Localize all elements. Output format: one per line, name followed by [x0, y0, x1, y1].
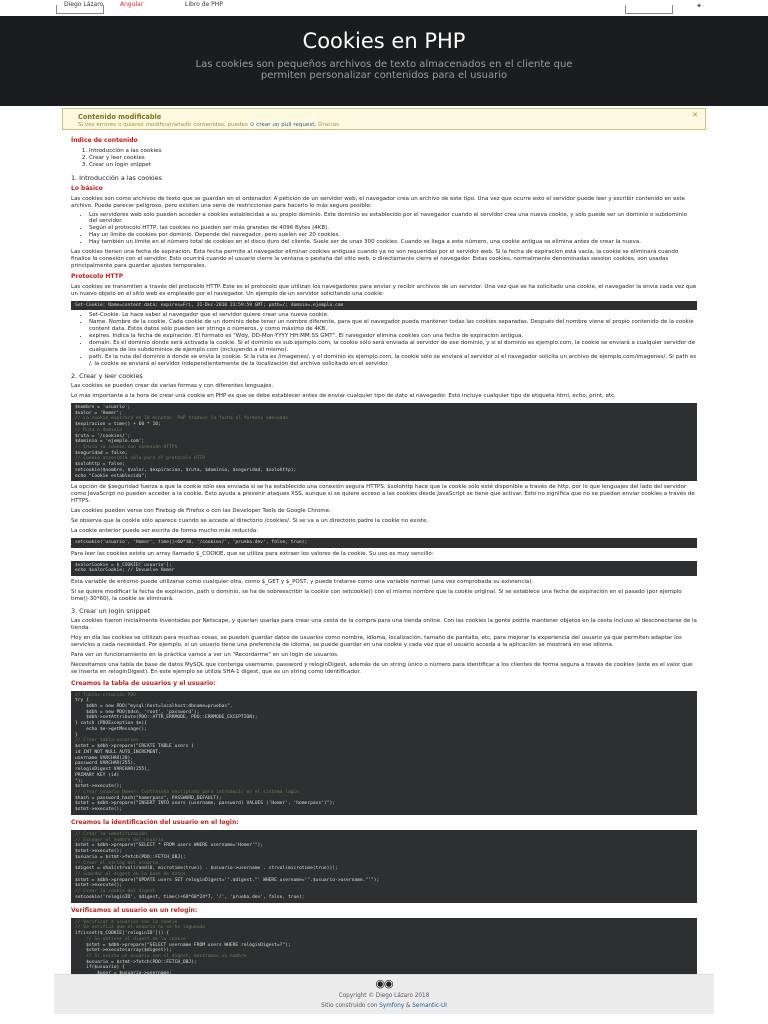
code-line: // Envía la cookie con conexión HTTPS — [75, 445, 178, 450]
nav-button-frame — [56, 5, 104, 14]
code-line: PRIMARY KEY (id) — [75, 772, 120, 778]
list-item: • Set-Cookie. Le hace saber al navegador que el servidor quiere crear una nueva cookie. — [89, 312, 697, 319]
code-line: $stmt->execute(); — [75, 784, 123, 790]
code-line: $valorCookie = $_COOKIE['usuario']; — [75, 562, 172, 568]
code-block — [71, 403, 697, 482]
code-line: // Se verifica que el usuario no se ha logueado — [75, 925, 205, 931]
footer-copyright: Copyright © Diego Lázaro 2018 — [338, 993, 430, 1000]
code-line: $stmt->execute(); — [75, 883, 123, 889]
code-line: try { — [75, 698, 89, 704]
paragraph: Las cookies son como archivos de texto que se guardan en el ordenador. A petición de un servidor web, el navegador crea un archivo de este tipo. Una vez que ocurre esto el servidor puede leer y escribir contenido en este archivo. Puede parecer peligroso, pero existen una serie de restricciones para hacerlo lo más seguro posible: — [71, 195, 685, 209]
code-line: if(isset($_COOKIE['reloginID'])) { — [75, 931, 170, 937]
github-icon[interactable]: ✦ — [696, 2, 702, 10]
paragraph: Se observa que la cookie sólo aparece cuando se accede al directorio /cookies/. Si se va a un directorio padre la cookie no existe. — [71, 518, 429, 525]
code-line: $usuario = $stmt->fetch(PDO::FETCH_OBJ); — [75, 854, 186, 860]
code-line: $dbh = new PDO($dsn, 'root', 'password'); — [75, 709, 200, 715]
code-line: $usuario = $stmt->fetch(PDO::FETCH_OBJ); — [75, 959, 197, 965]
pull-request-link[interactable]: ⊙ crear un pull request. — [249, 121, 317, 128]
section-heading: 1. Introducción a las cookies — [71, 173, 162, 182]
toc-item[interactable]: 3. Crear un login snippet — [89, 162, 697, 169]
code-line: } — [75, 732, 78, 738]
paragraph: Lo más importante a la hora de crear una cookie en PHP es que se debe establecer antes de enviar cualquier tipo de dato al navegador. Esto incluye cualquier tipo de etiqueta html, echo, print, etc. — [71, 392, 616, 399]
code-caption: Creamos la identificación del usuario en el login: — [71, 818, 239, 826]
paragraph: Para leer las cookies existe un array llamado $_COOKIE, que se utiliza para extraer los valores de la cookie. Su uso es muy sencillo: — [71, 550, 434, 557]
code-line: // Se obtiene el digest de la cookie — [75, 936, 186, 942]
list-item: • Los servidores web sólo pueden acceder a cookies establecidas a su propio dominio. Este dominio es establecido por el navegador cuando el servidor crea una nueva cookie, y sólo puede ser un dominio o subdominio del servidor. — [89, 212, 697, 226]
page-subtitle: Las cookies son pequeños archivos de texto almacenados en el cliente que permiten personalizar contenidos para el usuario — [195, 59, 573, 82]
code-block — [71, 830, 697, 903]
list-item: • Name. Nombre de la cookie. Cada cookie de un dominio debe tener un nombre diferente, para que el navegador pueda mantener todas las cookies separadas. Después del nombre viene el propio contenido de la cookie content data. Estos datos sólo pueden ser strings o números, y como máximo de 4KB. — [89, 319, 697, 333]
notice-message — [62, 108, 706, 130]
github-small-icon: ⊙ — [249, 121, 255, 128]
code-line: // Ruta o dominio — [75, 427, 123, 433]
section-heading: 3. Crear un login snippet — [71, 606, 151, 615]
code-line: // Crear tabla usuarios — [75, 738, 139, 744]
code-line: $seguridad = false; — [75, 450, 128, 456]
paragraph: La opción de $seguridad fuerza a que la cookie sólo sea enviada si se ha establecido una conexión segura HTTPS. $solohttp hace que la cookie sólo esté disponible a través de http, por lo que lenguajes del lado del servidor como JavaScript no pueden acceder a la cookie. Esto ayuda a prevenir ataques XSS, aunque si se quiere acceso a las cookies desde JavaScript se tiene que activar. Esto no significa que no se puedan enviar cookies a través de HTTPS. — [71, 484, 695, 505]
notice-title: Contenido modificable — [78, 113, 162, 121]
paragraph: Las cookies fueron inicialmente inventadas por Netscape, y querían usarlas para crear una cesta de la compra para una tienda online. Con las cookies la gente podría mantener objetos en la cesta incluso al desconectarse de la tienda. — [71, 618, 697, 632]
code-line: $stmt->execute(array($digest)); — [75, 948, 172, 954]
code-line: // La cookie expirará en 10 minutos. PHP traduce la fecha al formato adecuado — [75, 416, 288, 422]
code-line: // Crear la identificación — [75, 831, 147, 837]
code-line: $solohttp = false; — [75, 462, 125, 468]
code-line: echo $valorCookie; // Devuelve Homer — [75, 568, 175, 574]
paragraph: Hoy en día las cookies se utilizan para muchas cosas, se pueden guardar datos de usuarios como nombre, idioma, localización, tamaño de pantalla, etc, para mejorar la experiencia del usuario ya que permiten adaptar los servicios a cada necesidad. Por ejemplo, si un usuario tiene una preferencia de idioma, se puede guardar en una cookie y cada vez que el usuario acceda a la aplicación se mostrará en ese idioma. — [71, 635, 682, 648]
close-icon[interactable]: ✕ — [692, 111, 698, 119]
code-line: username VARCHAR(20), — [75, 755, 134, 761]
code-line: $stmt->execute(); — [75, 807, 123, 813]
code-line: // Cookie accesible sólo para el protocolo HTTP — [75, 456, 205, 462]
paragraph: Si se quiere modificar la fecha de expiración, path o dominio, se ha de sobreescribir la cookie con setcookie() con el mismo nombre que la cookie original. Si se establece una fecha de expiración en el pasado (por ejemplo time()-30*60), la cookie se eliminará. — [71, 588, 682, 602]
list-item: • path. Es la ruta del dominio a donde se envía la cookie. Si la ruta es /imagenes/, y el dominio es ejemplo.com, la cookie sólo se enviará al servidor si el navegador solicita un archivo de ejemplo.com/imagenes/. Si path es /, la cookie se enviará al servidor independientemente de la localización del archivo solicitado en el servidor. — [89, 354, 697, 368]
code-line: // Guardar el digest en la base de datos — [75, 872, 186, 878]
code-line: // Verificar a usuarios con la cookie — [75, 919, 178, 925]
list-item: • Hay también un límite en el número total de cookies en el disco duro del cliente. Suele ser de unas 300 cookies. Cuando se llega a este número, una cookie antigua se elimina antes de crear la nueva. — [89, 239, 697, 246]
nav-tab-php-book[interactable]: Libro de PHP — [185, 1, 223, 8]
table-of-contents — [89, 148, 697, 170]
code-line: $dominio = 'ejemplo.com'; — [75, 439, 145, 445]
code-line: $valor = 'Homer'; — [75, 410, 123, 416]
code-line: $stmt = $dbh->prepare("CREATE TABLE users ( — [75, 744, 194, 750]
list-item: • domain. Es el dominio donde será activada la cookie. Si el dominio es sub.ejemplo.com, la cookie sólo será enviada al servidor de ese dominio, y si el dominio es ejemplo.com, la cookie se enviará a cualquier servidor de cualquiera de los subdominios de ejemplo.com (incluyendo a él mismo). — [89, 340, 697, 354]
code-line: // Escoger el nombre del usuario — [75, 837, 164, 843]
paragraph: Las cookies pueden verse con Firebug de Firefox o con las Developer Tools de Google Chrome. — [71, 508, 331, 515]
code-line: // Si existe un usuario con el digest, mostramos su nombre — [75, 954, 247, 960]
code-line: $stmt = $dbh->prepare("SELECT * FROM users WHERE username='Homer'"); — [75, 843, 264, 849]
symfony-link[interactable]: Symfony — [379, 1002, 405, 1009]
code-line: setcookie($nombre, $valor, $expiracion, $ruta, $dominio, $seguridad, $solohttp); — [75, 467, 297, 473]
code-line: $digest = sha1(strval(rand(0, microtime(true)) . $usuario->username . strval(microtime(true))); — [75, 866, 338, 872]
code-block — [71, 691, 697, 815]
nav-tab-angular[interactable]: Angular — [120, 1, 144, 8]
bullet-list — [89, 212, 697, 247]
list-item: • expires. Indica la fecha de expiración. El formato es "Wdy, DD-Mon-YYYY HH:MM:SS GMT". El navegador elimina cookies con una fecha de expiración antigua. — [89, 333, 697, 340]
paragraph: Las cookies se transmiten a través del protocolo HTTP. Este es el protocolo que utilizan los navegadores para enviar y recibir archivos de un servidor. Una vez que se ha solicitado una cookie, el navegador la envía cada vez que un nuevo objeto en el sitio web es empleado por el navegador. Un ejemplo de un servidor solicitando una cookie: — [71, 283, 697, 297]
notice-body — [78, 122, 690, 129]
article — [62, 130, 706, 1013]
code-line: $stmt = $dbh->prepare("INSERT INTO users (username, password) VALUES ('Homer', 'homerpass')"); — [75, 801, 335, 807]
paragraph: Necesitamos una tabla de base de datos MySQL que contenga username, password y reloginDigest, además de un string único o número para identificar a los clientes de forma segura a través de cookies (este es el valor que se inserta en reloginDigest). En este ejemplo se utiliza SHA-1 digest, que es un string como identificador. — [71, 661, 693, 675]
code-line: $expiracion = time() + 60 * 10; — [75, 422, 161, 428]
code-line: $hash = password_hash("homerpass", PASSWORD_DEFAULT); — [75, 795, 222, 801]
code-line: // Tablas creación PDO — [75, 692, 136, 698]
code-block: setcookie('usuario', 'Homer', time()+60*10, '/cookies/', 'prueba.dev', false, true); — [71, 538, 697, 548]
code-line: echo $e->getMessage(); — [75, 726, 147, 732]
paragraph: Para ver un funcionamiento en la práctica vamos a ver un "Recordarme" en un login de usuarios. — [71, 651, 339, 658]
subsection-heading: Protocolo HTTP — [71, 272, 124, 280]
top-navigation — [0, 0, 768, 16]
hero-header — [0, 16, 768, 106]
paragraph: Las cookies se pueden crear de varias formas y con diferentes lenguajes. — [71, 383, 274, 390]
nav-menu-button[interactable] — [625, 5, 673, 14]
footer-built: Sitio construido con Symfony & Semantic-UI — [321, 1002, 447, 1009]
code-line: } catch (PDOException $e){ — [75, 721, 147, 727]
paragraph: La cookie anterior puede ser escrita de forma mucho más reducida: — [71, 528, 259, 535]
code-block — [71, 561, 697, 576]
toc-title: Índice de contenido — [71, 137, 138, 144]
footer-logo-icon: ◉◉ — [375, 977, 393, 990]
code-line: // Crear usuario Homer. Contraseña encriptada para introducir en el sistema login — [75, 790, 300, 796]
page-title: Cookies en PHP — [302, 29, 466, 53]
code-line: // Crear el string del usuario — [75, 860, 158, 866]
main-content — [62, 108, 706, 1013]
paragraph: Las cookies tienen una fecha de expiración. Esta fecha permite al navegador eliminar cookies antiguas cuando ya no son requeridas por el servidor web. Si la fecha de expiración está vacía, la cookie se eliminará cuando finalice la conexión con el servidor. Esto ocurrirá cuando el usuario cierre la ventana o pestaña del sitio web, o directamente cierre el navegador. Estas cookies, normalmente denominadas session cookies, son usadas principalmente para guardar ajustes temporales. — [71, 249, 679, 270]
code-line: $stmt = $dbh->prepare("UPDATE users SET reloginDigest='".$digest."' WHERE username='".$usuario->username."'"); — [75, 877, 380, 883]
code-line: $stmt = $dbh->prepare("SELECT username FROM users WHERE reloginDigest=?"); — [75, 942, 291, 948]
code-line: // Crear la cookie del digest — [75, 889, 156, 895]
code-caption: Creamos la tabla de usuarios y el usuario: — [71, 679, 216, 687]
code-line: $nombre = 'usuario'; — [75, 404, 131, 410]
section-heading: 2. Crear y leer cookies — [71, 371, 143, 380]
nav-brand-link[interactable]: Diego Lázaro — [64, 1, 104, 8]
code-line: $ruta = '/cookies/'; — [75, 433, 131, 439]
toc-item[interactable]: 2. Crear y leer cookies — [89, 155, 697, 162]
list-item: • Hay un límite de cookies por dominio. Depende del navegador, pero suelen ser 20 cookies. — [89, 232, 697, 239]
code-line: $dbh = new PDO("mysql:host=localhost;dbname=pruebas", — [75, 704, 233, 709]
site-footer — [54, 974, 714, 1014]
code-line: if($usuario) { — [75, 965, 125, 971]
list-item: • Según el protocolo HTTP, las cookies no pueden ser más grandes de 4096 Bytes (4KB). — [89, 225, 697, 232]
code-block: Set-Cookie: Name=content data; expires=Fri, 31-Dec-2010 23:59:59 GMT; path=/; domain=.ejemplo.com — [71, 301, 697, 311]
code-line: id INT NOT NULL AUTO_INCREMENT, — [75, 749, 161, 755]
toc-item[interactable]: 1. Introducción a las cookies — [89, 148, 697, 155]
semantic-ui-link[interactable]: Semantic-UI — [412, 1002, 447, 1009]
code-line: $dbh->setAttribute(PDO::ATTR_ERRMODE, PDO::ERRMODE_EXCEPTION); — [75, 715, 258, 721]
code-line: echo "Cookie establecida"; — [75, 473, 147, 479]
code-line: $stmt->execute(); — [75, 849, 123, 855]
code-line: reloginDigest VARCHAR(255), — [75, 767, 150, 773]
code-caption: Verificamos al usuario en un relogin: — [71, 906, 198, 914]
code-line: password VARCHAR(255), — [75, 761, 136, 767]
bullet-list — [89, 312, 697, 367]
code-line: setcookie('reloginID', $digest, time()+60*60*24*7, '/', 'prueba.dev', false, true); — [75, 894, 305, 900]
notice-thanks: Gracias — [318, 121, 340, 128]
paragraph: Esta variable de entorno puede utilizarse como cualquier otra, como $_GET y $_POST, y puede tratarse como una variable normal (una vez comprobada su existencia). — [71, 579, 534, 586]
code-line: "); — [75, 778, 84, 784]
subsection-heading: Lo básico — [71, 184, 103, 192]
notice-text: Si ves errores o quieres modificar/añadir contenidos, puedes — [78, 121, 248, 128]
